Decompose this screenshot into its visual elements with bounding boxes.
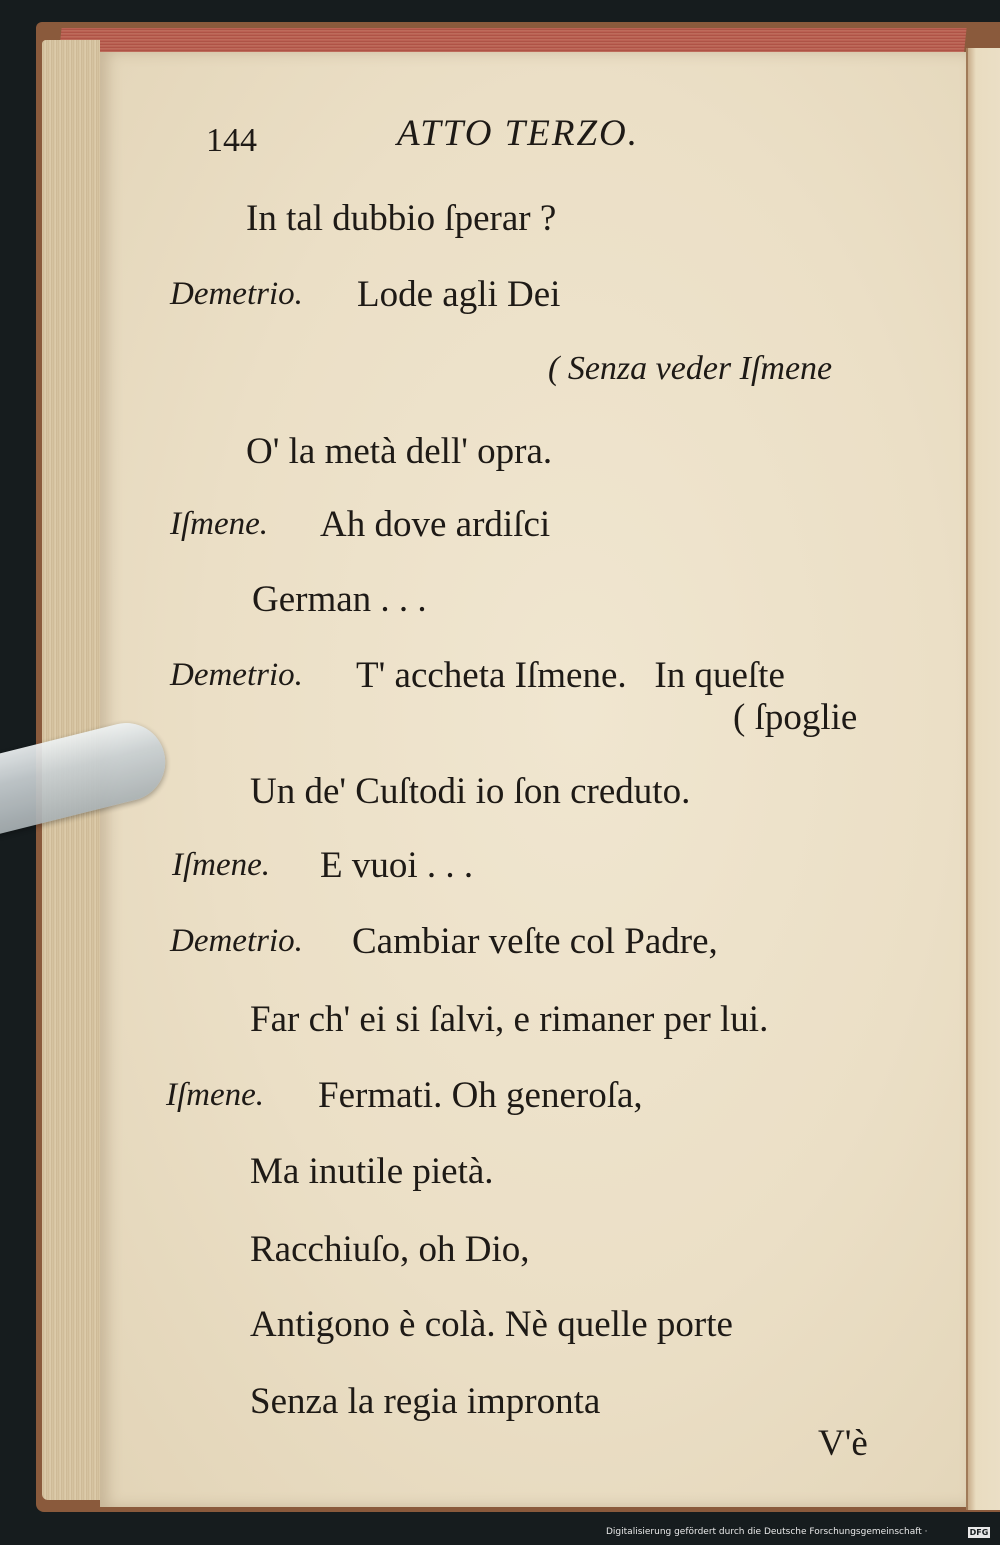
text-line: In tal dubbio ſperar ? (246, 198, 557, 239)
facing-page-edge (966, 48, 1000, 1510)
speaker-name: Iſmene. (170, 506, 269, 542)
running-head: ATTO TERZO. (397, 113, 640, 154)
footer-credit: Digitalisierung gefördert durch die Deutsche Forschungsgemeinschaft · (606, 1527, 928, 1537)
text-line: Ah dove ardiſci (320, 504, 551, 545)
text-line: Far ch' ei si ſalvi, e rimaner per lui. (250, 999, 769, 1040)
dfg-logo: DFG (969, 1528, 989, 1537)
speaker-name: Demetrio. (170, 276, 303, 312)
speaker-name: Demetrio. (170, 923, 303, 959)
text-line: Antigono è colà. Nè quelle porte (250, 1304, 733, 1345)
stage-direction: ( Senza veder Iſmene (548, 350, 833, 387)
speaker-name: Iſmene. (172, 847, 271, 883)
text-line: O' la metà dell' opra. (246, 431, 553, 472)
speaker-name: Demetrio. (170, 657, 303, 693)
text-line: Senza la regia impronta (250, 1381, 601, 1422)
speaker-name: Iſmene. (166, 1077, 265, 1113)
text-line: Ma inutile pietà. (250, 1151, 494, 1192)
text-line: Cambiar veſte col Padre, (352, 921, 718, 962)
text-line: Lode agli Dei (357, 274, 561, 315)
text-line: German . . . (252, 579, 427, 620)
text-line: E vuoi . . . (320, 845, 474, 886)
text-line-turnover: ( ſpoglie (733, 697, 858, 738)
text-line: Un de' Cuſtodi io ſon creduto. (250, 771, 691, 812)
text-line: Racchiuſo, oh Dio, (250, 1229, 530, 1270)
text-line: T' accheta Iſmene. In queſte (356, 655, 785, 696)
catchword: V'è (818, 1423, 868, 1464)
text-line: Fermati. Oh generoſa, (318, 1075, 643, 1116)
page-number: 144 (206, 122, 257, 159)
